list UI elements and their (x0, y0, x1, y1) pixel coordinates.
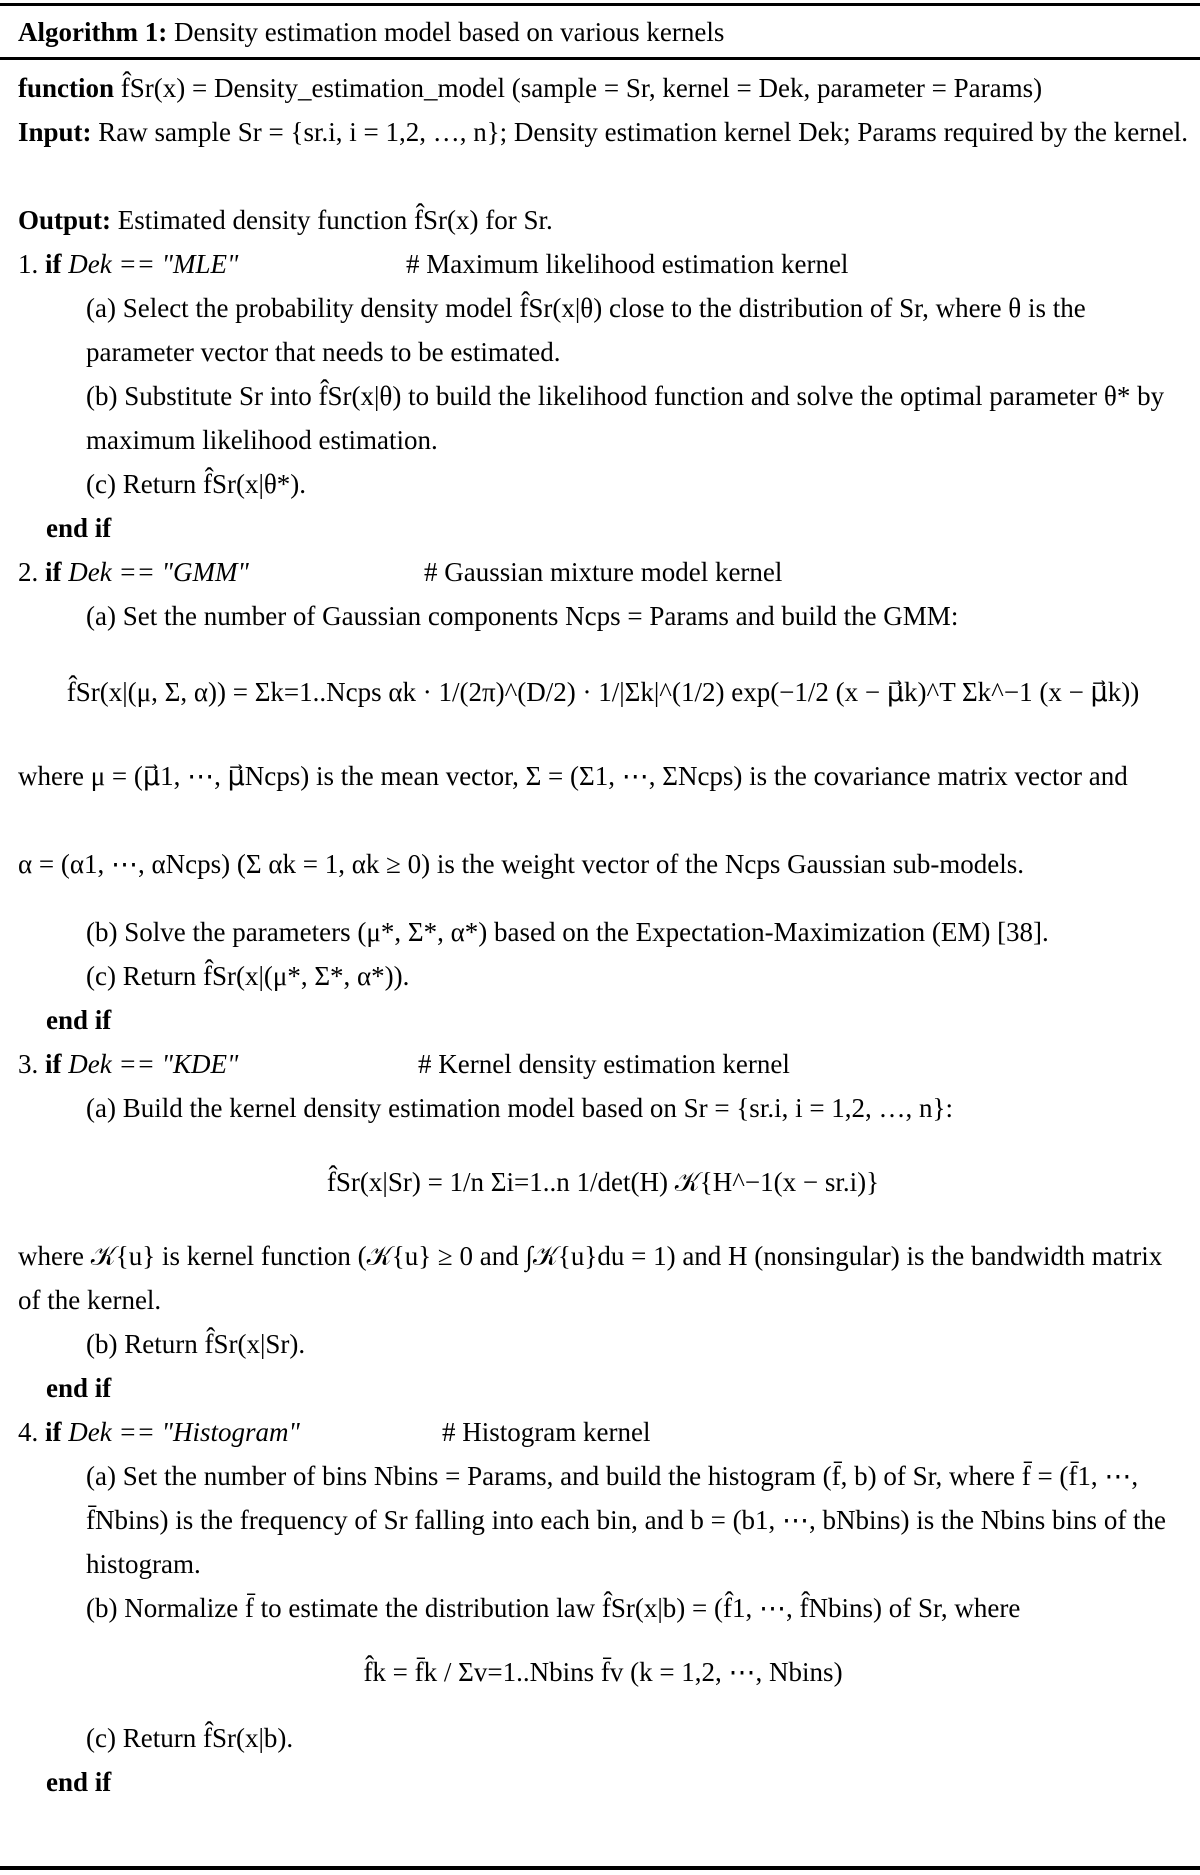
function-keyword: function (18, 73, 115, 103)
algorithm-body (18, 66, 1188, 1804)
section-4-step-c: (c) Return f̂Sr(x|b). (86, 1723, 294, 1753)
function-line (18, 66, 1188, 110)
section-3-step-b: (b) Return f̂Sr(x|Sr). (86, 1329, 306, 1359)
section-1-condition: Dek == "MLE" (68, 249, 239, 279)
section-4-comment: # Histogram kernel (442, 1417, 651, 1447)
section-4-step-a: (a) Set the number of bins Nbins = Params, and build the histogram (f̄, b) of Sr, where f̄ = (f̄1, ⋯, f̄Nbins) is the frequency of Sr falling into each bin, and b = (b1, ⋯, bNbins) is the Nbins bins of the histogram. (86, 1461, 1167, 1579)
section-1-end: end if (46, 513, 112, 543)
section-4-header: 4. if Dek == "Histogram" # Histogram kernel (18, 1410, 1188, 1454)
gmm-equation-text: f̂Sr(x|(μ, Σ, α)) = Σk=1..Ncps αk · 1/(2π)^(D/2) · 1/|Σk|^(1/2) exp(−1/2 (x − μ⃗k)^T Σk^−1 (x − μ⃗k)) (66, 677, 1140, 707)
gmm-equation (18, 638, 1188, 748)
section-1-step-c: (c) Return f̂Sr(x|θ*). (86, 469, 307, 499)
section-1-comment: # Maximum likelihood estimation kernel (406, 249, 849, 279)
section-2-step-c: (c) Return f̂Sr(x|(μ*, Σ*, α*)). (86, 961, 410, 991)
section-2-step-b: (b) Solve the parameters (μ*, Σ*, α*) based on the Expectation-Maximization (EM) [38]. (86, 917, 1049, 947)
section-2-where-2: α = (α1, ⋯, αNcps) (Σ αk = 1, αk ≥ 0) is the weight vector of the Ncps Gaussian sub-models. (18, 849, 1025, 879)
bottom-rule (0, 1866, 1200, 1870)
section-3-header: 3. if Dek == "KDE" # Kernel density estimation kernel (18, 1042, 1188, 1086)
section-3-comment: # Kernel density estimation kernel (418, 1049, 790, 1079)
kde-equation (18, 1130, 1188, 1234)
section-2-condition: Dek == "GMM" (68, 557, 249, 587)
section-2-where-1: where μ = (μ⃗1, ⋯, μ⃗Ncps) is the mean vector, Σ = (Σ1, ⋯, ΣNcps) is the covariance matrix vector and (18, 761, 1128, 791)
section-2-comment: # Gaussian mixture model kernel (424, 557, 783, 587)
input-label: Input: (18, 117, 99, 147)
hist-equation-text: f̂k = f̄k / Σv=1..Nbins f̄v (k = 1,2, ⋯, Nbins) (363, 1657, 843, 1687)
section-3-where: where 𝒦{u} is kernel function (𝒦{u} ≥ 0 and ∫𝒦{u}du = 1) and H (nonsingular) is the bandwidth matrix of the kernel. (18, 1241, 1163, 1315)
top-rule (0, 3, 1200, 6)
section-4-step-b: (b) Normalize f̄ to estimate the distribution law f̂Sr(x|b) = (f̂1, ⋯, f̂Nbins) of Sr, where (86, 1593, 1021, 1623)
section-2-step-a: (a) Set the number of Gaussian components Ncps = Params and build the GMM: (86, 601, 959, 631)
algorithm-header (18, 10, 724, 54)
input-line (18, 110, 1188, 198)
section-3-step-a: (a) Build the kernel density estimation model based on Sr = {sr.i, i = 1,2, …, n}: (86, 1093, 954, 1123)
section-1-header: 1. if Dek == "MLE" # Maximum likelihood estimation kernel (18, 242, 1188, 286)
kde-equation-text: f̂Sr(x|Sr) = 1/n Σi=1..n 1/det(H) 𝒦{H^−1(x − sr.i)} (326, 1167, 880, 1197)
algorithm-label: Algorithm 1: (18, 17, 168, 47)
section-3-end: end if (46, 1373, 112, 1403)
output-label: Output: (18, 205, 112, 235)
section-2-end: end if (46, 1005, 112, 1035)
output-text: Estimated density function f̂Sr(x) for Sr. (117, 205, 553, 235)
output-line (18, 198, 1188, 242)
input-text: Raw sample Sr = {sr.i, i = 1,2, …, n}; Density estimation kernel Dek; Params required by the kernel. (98, 117, 1188, 147)
section-3-condition: Dek == "KDE" (68, 1049, 239, 1079)
section-2-header: 2. if Dek == "GMM" # Gaussian mixture model kernel (18, 550, 1188, 594)
section-4-end: end if (46, 1767, 112, 1797)
algorithm-title: Density estimation model based on various kernels (173, 17, 725, 47)
section-1-step-b: (b) Substitute Sr into f̂Sr(x|θ) to build the likelihood function and solve the optimal parameter θ* by maximum likelihood estimation. (86, 381, 1165, 455)
hist-equation (18, 1630, 1188, 1716)
header-rule (0, 57, 1200, 60)
function-signature: f̂Sr(x) = Density_estimation_model (sample = Sr, kernel = Dek, parameter = Params) (120, 73, 1043, 103)
section-1-step-a: (a) Select the probability density model f̂Sr(x|θ) close to the distribution of Sr, where θ is the parameter vector that needs to be estimated. (86, 293, 1086, 367)
section-4-condition: Dek == "Histogram" (68, 1417, 300, 1447)
